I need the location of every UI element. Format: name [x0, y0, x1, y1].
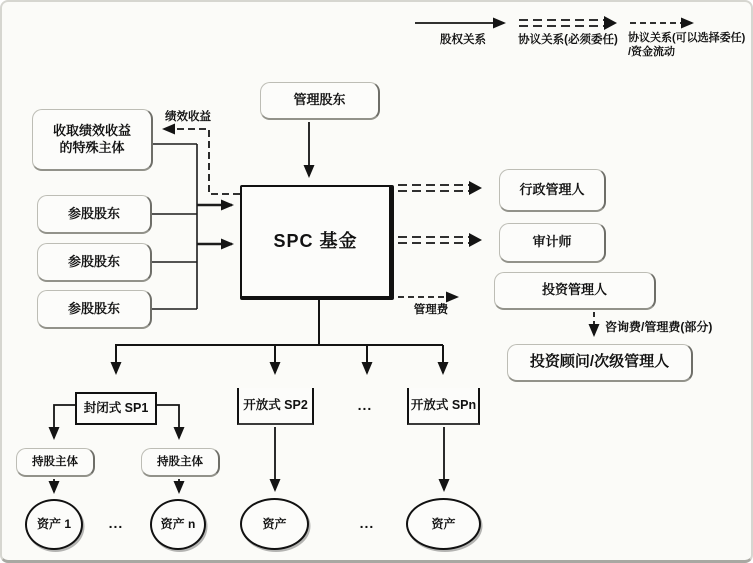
node-holding-entity-1: 持股主体	[16, 448, 95, 477]
ellipsis-assets-sp: ...	[359, 515, 375, 531]
node-special-entity-line2: 的特殊主体	[59, 139, 125, 155]
node-investment-advisor: 投资顾问/次级管理人	[507, 344, 693, 382]
ellipsis-sub-portfolios: ...	[357, 397, 373, 413]
node-holding-entity-2: 持股主体	[141, 448, 220, 477]
edges-sp-assets	[275, 427, 444, 490]
legend-agreement-optional-label	[628, 31, 753, 60]
edge-spc-auditor	[398, 233, 482, 247]
node-spc-fund: SPC 基金	[240, 185, 394, 300]
node-investment-manager: 投资管理人	[494, 272, 656, 310]
edges-spc-sub-portfolios	[115, 300, 443, 373]
node-spn-open: 开放式 SPn	[407, 388, 480, 425]
node-asset-n: 资产 n	[150, 499, 206, 550]
edge-spc-admin-manager	[398, 181, 482, 195]
node-special-entity-line1: 收取绩效收益	[52, 123, 131, 139]
node-participating-shareholder-2: 参股股东	[37, 243, 152, 282]
node-participating-shareholder-1: 参股股东	[37, 195, 152, 234]
legend-agreement-optional-line2: /资金流动	[628, 46, 676, 59]
edge-performance-income	[164, 129, 240, 194]
edges-holding-entities-assets	[54, 479, 179, 492]
node-asset-spn: 资产	[406, 498, 481, 550]
legend-agreement-optional-line1: 协议关系(可以选择委任)	[628, 32, 746, 44]
node-asset-1: 资产 1	[25, 499, 83, 550]
node-asset-sp2: 资产	[240, 498, 309, 550]
legend-arrow-samples	[415, 16, 692, 30]
node-auditor: 审计师	[499, 223, 606, 263]
edges-left-shareholders-spc	[152, 144, 232, 309]
node-special-entity	[32, 109, 153, 171]
label-performance-income: 绩效收益	[165, 111, 211, 123]
label-management-fee: 管理费	[413, 304, 449, 316]
label-consulting-fee: 咨询费/管理费(部分)	[605, 320, 713, 334]
legend-equity-label: 股权关系	[440, 34, 486, 46]
node-managing-shareholder: 管理股东	[260, 82, 380, 120]
node-sp1-closed: 封闭式 SP1	[75, 392, 157, 425]
ellipsis-assets-sp1: ...	[108, 515, 124, 531]
legend-agreement-mandatory-label: 协议关系(必须委任)	[518, 34, 618, 46]
node-administrative-manager: 行政管理人	[499, 169, 606, 212]
node-sp2-open: 开放式 SP2	[237, 388, 314, 425]
node-participating-shareholder-3: 参股股东	[37, 290, 152, 329]
